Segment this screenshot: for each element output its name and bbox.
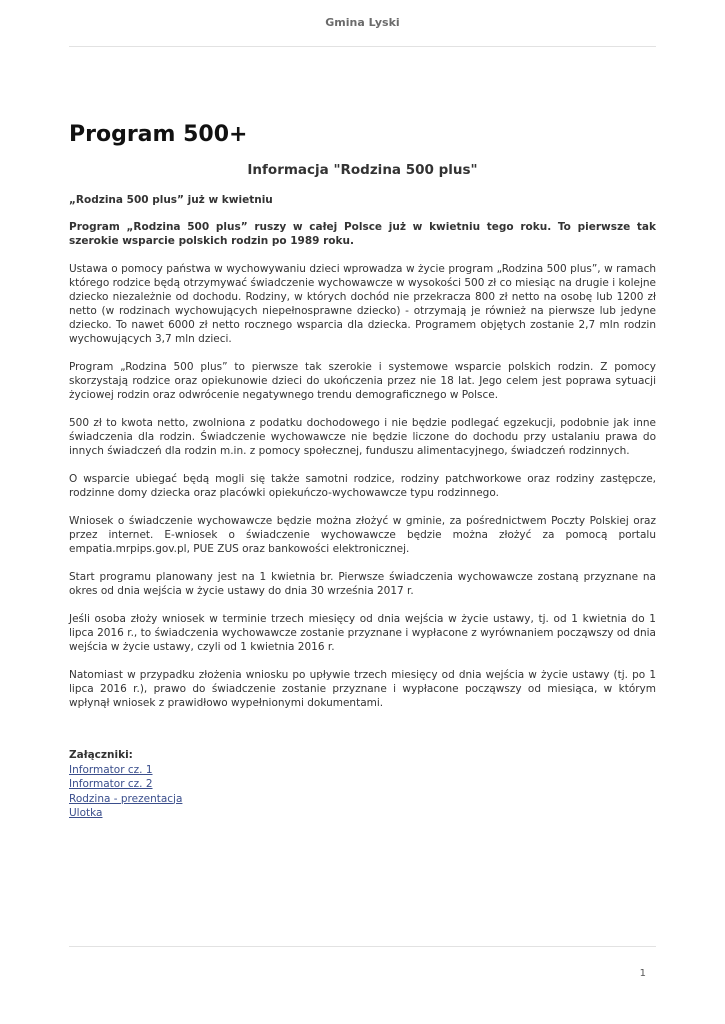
article-paragraph: Wniosek o świadczenie wychowawcze będzie można złożyć w gminie, za pośrednictwem Poczty Polskiej oraz przez internet. E-wniosek o świadczenie wychowawcze będzie można złożyć za pomocą portalu empatia.mrpips.gov.pl, PUE ZUS oraz bankowości elektronicznej. <box>69 515 656 555</box>
article-paragraph: Start programu planowany jest na 1 kwietnia br. Pierwsze świadczenia wychowawcze zostaną przyznane na okres od dnia wejścia w życie ustawy do dnia 30 września 2017 r. <box>69 571 656 597</box>
article-paragraph: Jeśli osoba złoży wniosek w terminie trzech miesięcy od dnia wejścia w życie ustawy, tj. od 1 kwietnia do 1 lipca 2016 r., to świadczenia wychowawcze zostanie przyznane i wypłacone z wyrównaniem począwszy od dnia wejścia w życie ustawy, czyli od 1 kwietnia 2016 r. <box>69 613 656 653</box>
page-number: 1 <box>639 968 646 979</box>
attachment-link-informator-1[interactable]: Informator cz. 1 <box>69 763 153 776</box>
page-title: Program 500+ <box>69 122 248 147</box>
article-intro: „Rodzina 500 plus” już w kwietniu <box>69 194 273 206</box>
article-paragraph: 500 zł to kwota netto, zwolniona z podatku dochodowego i nie będzie podlegać egzekucji, podobnie jak inne świadczenia dla rodzin. Świadczenie wychowawcze nie będzie liczone do dochodu przy ustalaniu prawa do innych świadczeń dla rodzin m.in. z pomocy społecznej, funduszu alimentacyjnego, świadczeń rodzinnych. <box>69 417 656 457</box>
article-lead: Program „Rodzina 500 plus” ruszy w całej Polsce już w kwietniu tego roku. To pierwsze tak szerokie wsparcie polskich rodzin po 1989 roku. <box>69 221 656 247</box>
article-paragraph: Ustawa o pomocy państwa w wychowywaniu dzieci wprowadza w życie program „Rodzina 500 plus”, w ramach którego rodzice będą otrzymywać świadczenie wychowawcze w wysokości 500 zł co miesiąc na drugie i kolejne dziecko niezależnie od dochodu. Rodziny, w których dochód nie przekracza 800 zł netto na osobę lub 1200 zł netto (w rodzinach wychowujących niepełnosprawne dziecko) - otrzymają je również na pierwsze lub jedyne dziecko. To nawet 6000 zł netto rocznego wsparcia dla dziecka. Programem objętych zostanie 2,7 mln rodzin wychowujących 3,7 mln dzieci. <box>69 263 656 345</box>
header-divider <box>69 46 656 47</box>
article-subtitle: Informacja "Rodzina 500 plus" <box>247 162 478 178</box>
article <box>69 119 656 821</box>
attachment-link-informator-2[interactable]: Informator cz. 2 <box>69 778 153 790</box>
article-paragraph: Natomiast w przypadku złożenia wniosku po upływie trzech miesięcy od dnia wejścia w życie ustawy (tj. po 1 lipca 2016 r.), prawo do świadczenie zostanie przyznane i wypłacone począwszy od miesiąca, w którym wpłynął wniosek z prawidłowo wypełnionymi dokumentami. <box>69 669 656 709</box>
attachment-link-ulotka[interactable]: Ulotka <box>69 807 103 819</box>
footer-divider <box>69 946 656 947</box>
article-paragraph: O wsparcie ubiegać będą mogli się także samotni rodzice, rodziny patchworkowe oraz rodziny zastępcze, rodzinne domy dziecka oraz placówki opiekuńczo-wychowawcze typu rodzinnego. <box>69 473 656 499</box>
attachments-label: Załączniki: <box>69 749 133 761</box>
attachment-link-prezentacja[interactable]: Rodzina - prezentacja <box>69 792 183 805</box>
article-paragraph: Program „Rodzina 500 plus” to pierwsze tak szerokie i systemowe wsparcie polskich rodzin. Z pomocy skorzystają rodzice oraz opiekunowie dzieci do ukończenia przez nie 18 lat. Jego celem jest poprawa sytuacji życiowej rodzin oraz odwrócenie negatywnego trendu demograficznego w Polsce. <box>69 361 656 401</box>
attachments-section <box>69 748 656 821</box>
site-name: Gmina Lyski <box>325 16 400 29</box>
